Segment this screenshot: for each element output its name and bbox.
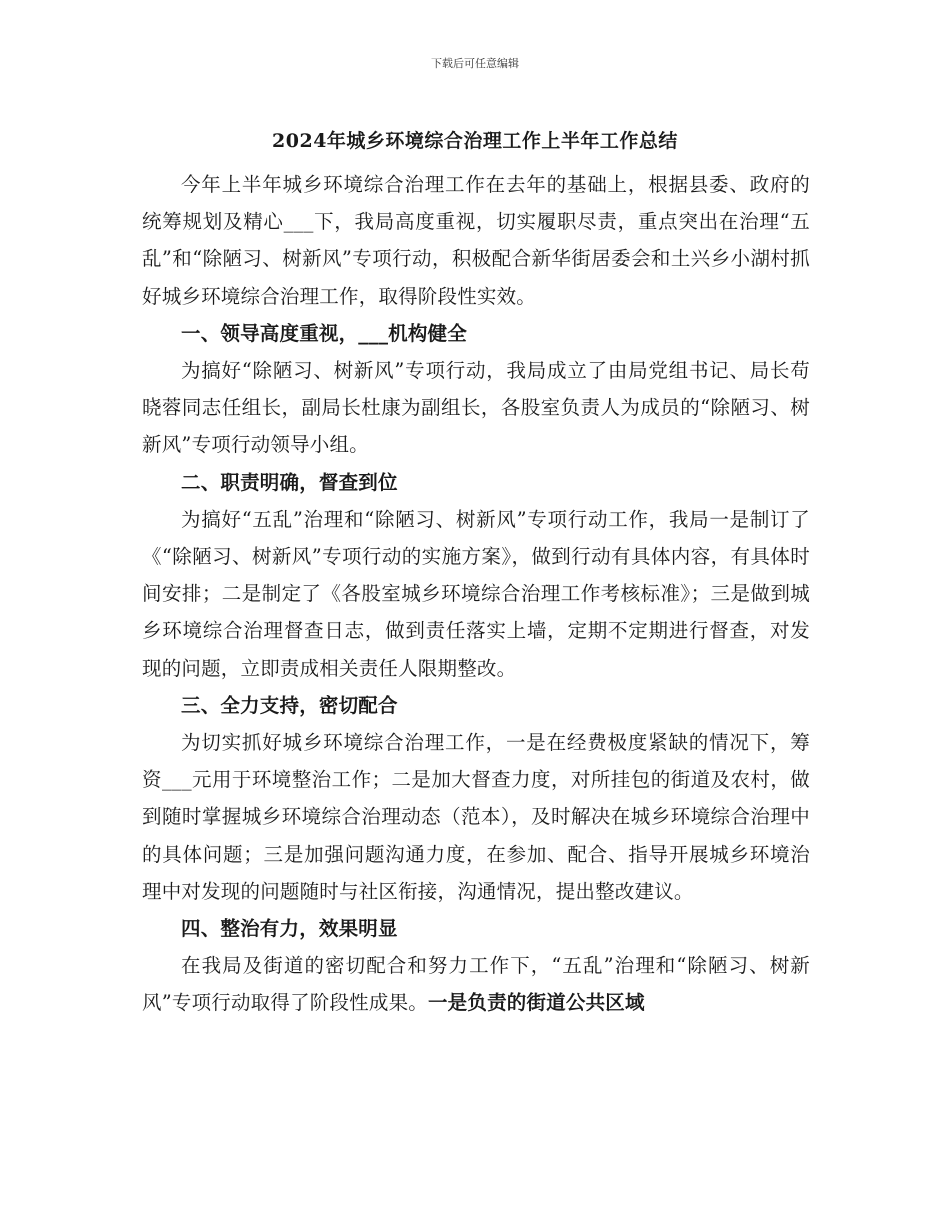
document-body	[142, 166, 810, 1022]
intro-paragraph: 今年上半年城乡环境综合治理工作在去年的基础上，根据县委、政府的统筹规划及精心___下，我局高度重视，切实履职尽责，重点突出在治理“五乱”和“除陋习、树新风”专项行动，积极配合新华街居委会和土兴乡小湖村抓好城乡环境综合治理工作，取得阶段性实效。	[142, 173, 810, 308]
section-2-heading: 二、职责明确，督查到位	[181, 470, 398, 494]
section-3-body: 为切实抓好城乡环境综合治理工作，一是在经费极度紧缺的情况下，筹资___元用于环境整治工作；二是加大督查力度，对所挂包的街道及农村，做到随时掌握城乡环境综合治理动态（范本），及时解决在城乡环境综合治理中的具体问题；三是加强问题沟通力度，在参加、配合、指导开展城乡环境治理中对发现的问题随时与社区衔接，沟通情况，提出整改建议。	[142, 731, 810, 903]
section-4-body-bold: 一是负责的街道公共区域	[427, 991, 645, 1015]
section-4-body-text: 在我局及街道的密切配合和努力工作下，“五乱”治理和“除陋习、树新风”专项行动取得了阶段性成果。	[142, 954, 810, 1015]
document-title: 2024年城乡环境综合治理工作上半年工作总结	[272, 130, 678, 152]
section-4-body	[142, 947, 810, 1021]
header-note: 下载后可任意编辑	[431, 57, 519, 70]
section-1-heading: 一、领导高度重视，___机构健全	[181, 321, 467, 345]
section-3-heading: 三、全力支持，密切配合	[181, 693, 398, 717]
section-4-heading: 四、整治有力，效果明显	[181, 917, 398, 941]
section-1-body: 为搞好“除陋习、树新风”专项行动，我局成立了由局党组书记、局长苟晓蓉同志任组长，副局长杜康为副组长，各股室负责人为成员的“除陋习、树新风”专项行动领导小组。	[142, 359, 810, 457]
section-2-body: 为搞好“五乱”治理和“除陋习、树新风”专项行动工作，我局一是制订了《“除陋习、树新风”专项行动的实施方案》，做到行动有具体内容，有具体时间安排；二是制定了《各股室城乡环境综合治理工作考核标准》；三是做到城乡环境综合治理督查日志，做到责任落实上墙，定期不定期进行督查，对发现的问题，立即责成相关责任人限期整改。	[142, 507, 810, 680]
